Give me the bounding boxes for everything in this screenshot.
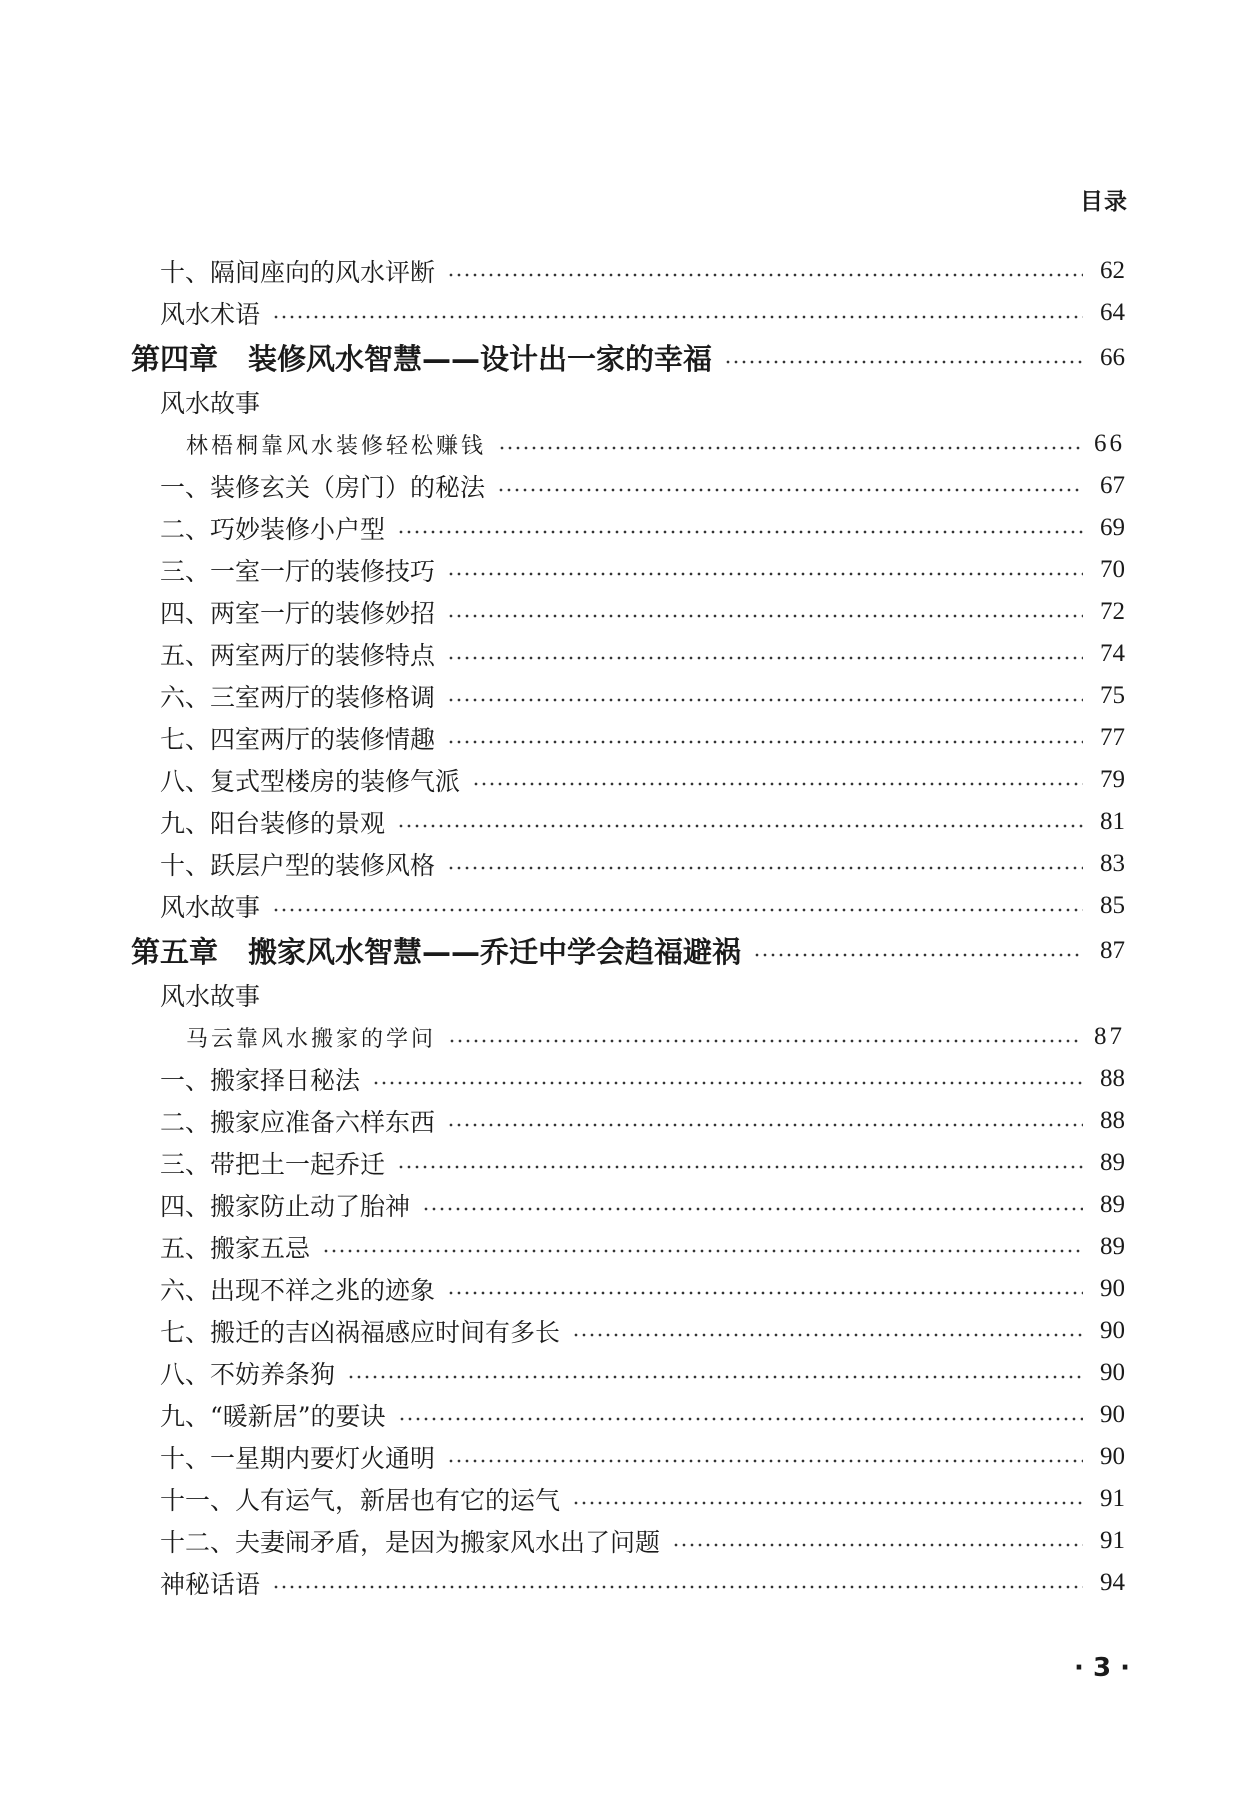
toc-page-number: 90 — [1100, 1359, 1125, 1386]
dot-leader — [447, 1123, 1083, 1127]
toc-entry-title: 八、复式型楼房的装修气派 — [160, 767, 461, 796]
toc-chapter-entry — [131, 334, 1125, 381]
toc-entry-title: 七、四室两厅的装修情趣 — [160, 725, 436, 754]
toc-page-number: 91 — [1100, 1527, 1125, 1554]
toc-entry-title: 三、一室一厅的装修技巧 — [160, 557, 436, 586]
toc-page-number: 89 — [1100, 1149, 1125, 1176]
table-of-contents — [131, 250, 1125, 1604]
toc-page-number: 77 — [1100, 724, 1125, 751]
dot-leader — [572, 1501, 1083, 1505]
chapter-number: 第五章 — [131, 935, 219, 969]
chapter-title: 搬家风水智慧——乔迁中学会趋福避祸 — [248, 935, 742, 969]
toc-entry — [131, 591, 1125, 633]
toc-entry-title: 七、搬迁的吉凶祸福感应时间有多长 — [160, 1318, 561, 1347]
toc-page-number: 94 — [1100, 1569, 1125, 1596]
toc-page-number: 87 — [1094, 1023, 1125, 1050]
dot-leader — [447, 866, 1083, 870]
dot-leader — [447, 656, 1083, 660]
toc-entry-title: 风水故事 — [160, 982, 261, 1011]
dot-leader — [422, 1207, 1083, 1211]
toc-page-number: 75 — [1100, 682, 1125, 709]
dot-leader — [447, 740, 1083, 744]
toc-entry — [131, 1184, 1125, 1226]
toc-entry-title: 马云靠风水搬家的学问 — [186, 1026, 437, 1052]
toc-entry — [131, 1520, 1125, 1562]
toc-page-number: 90 — [1100, 1275, 1125, 1302]
toc-entry — [131, 633, 1125, 675]
toc-entry — [131, 675, 1125, 717]
dot-leader — [498, 446, 1082, 450]
toc-entry — [131, 1310, 1125, 1352]
toc-entry-title: 一、搬家择日秘法 — [160, 1066, 361, 1095]
toc-entry-title — [131, 930, 741, 971]
toc-entry — [131, 1478, 1125, 1520]
toc-entry-title: 风水故事 — [160, 893, 261, 922]
toc-story-entry — [131, 423, 1125, 465]
page-number: · 3 · — [1074, 1653, 1130, 1683]
toc-entry-title: 风水术语 — [160, 300, 261, 329]
toc-entry — [131, 1058, 1125, 1100]
dot-leader — [572, 1333, 1083, 1337]
toc-entry — [131, 1100, 1125, 1142]
toc-page-number: 90 — [1100, 1317, 1125, 1344]
toc-page-number: 72 — [1100, 598, 1125, 625]
dot-leader — [398, 1417, 1083, 1421]
toc-entry-title: 六、三室两厅的装修格调 — [160, 683, 436, 712]
toc-entry-title: 三、带把土一起乔迁 — [160, 1150, 386, 1179]
toc-entry — [131, 801, 1125, 843]
running-header: 目录 — [1080, 189, 1128, 215]
chapter-title: 装修风水智慧——设计出一家的幸福 — [248, 342, 713, 376]
dot-leader — [447, 614, 1083, 618]
toc-entry-title: 九、阳台装修的景观 — [160, 809, 386, 838]
dot-leader — [447, 1291, 1083, 1295]
toc-entry-title: 风水故事 — [160, 389, 261, 418]
toc-entry — [131, 1394, 1125, 1436]
toc-entry-title: 六、出现不祥之兆的迹象 — [160, 1276, 436, 1305]
dot-leader — [397, 1165, 1083, 1169]
toc-entry-title: 二、巧妙装修小户型 — [160, 515, 386, 544]
toc-entry — [131, 717, 1125, 759]
dot-leader — [397, 824, 1083, 828]
toc-page-number: 90 — [1100, 1443, 1125, 1470]
dot-leader — [497, 488, 1083, 492]
toc-entry — [131, 885, 1125, 927]
toc-page-number: 83 — [1100, 850, 1125, 877]
toc-entry-title: 五、搬家五忌 — [160, 1234, 311, 1263]
chapter-number: 第四章 — [131, 342, 219, 376]
toc-page-number: 87 — [1100, 936, 1125, 964]
dot-leader — [347, 1375, 1083, 1379]
toc-page-number: 88 — [1100, 1065, 1125, 1092]
toc-page-number: 91 — [1100, 1485, 1125, 1512]
toc-entry — [131, 1436, 1125, 1478]
dot-leader — [753, 953, 1083, 957]
toc-page-number: 66 — [1094, 430, 1125, 457]
toc-entry — [131, 1268, 1125, 1310]
toc-page-number: 70 — [1100, 556, 1125, 583]
dot-leader — [272, 1585, 1083, 1589]
toc-page-number: 62 — [1100, 257, 1125, 284]
toc-entry — [131, 1142, 1125, 1184]
toc-entry — [131, 507, 1125, 549]
toc-entry-title: 神秘话语 — [160, 1570, 261, 1599]
dot-leader — [472, 782, 1083, 786]
toc-page-number: 85 — [1100, 892, 1125, 919]
toc-entry-title: 九、“暖新居”的要诀 — [160, 1402, 386, 1431]
toc-chapter-entry — [131, 927, 1125, 974]
dot-leader — [672, 1543, 1083, 1547]
toc-entry — [131, 1226, 1125, 1268]
toc-entry — [131, 759, 1125, 801]
toc-entry — [131, 250, 1125, 292]
dot-leader — [447, 572, 1083, 576]
dot-leader — [272, 908, 1083, 912]
toc-entry — [131, 1562, 1125, 1604]
toc-entry — [131, 843, 1125, 885]
toc-page-number: 81 — [1100, 808, 1125, 835]
dot-leader — [447, 698, 1083, 702]
toc-page-number: 89 — [1100, 1191, 1125, 1218]
toc-entry — [131, 381, 1125, 423]
toc-page-number: 67 — [1100, 472, 1125, 499]
toc-page-number: 66 — [1100, 343, 1125, 371]
dot-leader — [724, 360, 1083, 364]
toc-entry-title: 二、搬家应准备六样东西 — [160, 1108, 436, 1137]
toc-entry-title — [131, 337, 712, 378]
toc-entry — [131, 549, 1125, 591]
toc-entry — [131, 292, 1125, 334]
toc-entry-title: 十、一星期内要灯火通明 — [160, 1444, 436, 1473]
dot-leader — [448, 1039, 1082, 1043]
toc-entry-title: 八、不妨养条狗 — [160, 1360, 336, 1389]
toc-entry-title: 十二、夫妻闹矛盾，是因为搬家风水出了问题 — [160, 1528, 661, 1557]
dot-leader — [397, 530, 1083, 534]
toc-entry-title: 一、装修玄关（房门）的秘法 — [160, 473, 486, 502]
toc-page-number: 64 — [1100, 299, 1125, 326]
toc-page-number: 89 — [1100, 1233, 1125, 1260]
toc-entry — [131, 1352, 1125, 1394]
dot-leader — [322, 1249, 1083, 1253]
dot-leader — [272, 315, 1083, 319]
toc-entry-title: 四、搬家防止动了胎神 — [160, 1192, 411, 1221]
dot-leader — [372, 1081, 1083, 1085]
dot-leader — [447, 1459, 1083, 1463]
toc-story-entry — [131, 1016, 1125, 1058]
toc-page-number: 74 — [1100, 640, 1125, 667]
toc-entry — [131, 465, 1125, 507]
toc-entry-title: 十、跃层户型的装修风格 — [160, 851, 436, 880]
toc-entry — [131, 974, 1125, 1016]
toc-entry-title: 十一、人有运气，新居也有它的运气 — [160, 1486, 561, 1515]
toc-page-number: 69 — [1100, 514, 1125, 541]
toc-page-number: 88 — [1100, 1107, 1125, 1134]
toc-entry-title: 五、两室两厅的装修特点 — [160, 641, 436, 670]
dot-leader — [447, 273, 1083, 277]
toc-page-number: 90 — [1100, 1401, 1125, 1428]
toc-entry-title: 林梧桐靠风水装修轻松赚钱 — [186, 433, 487, 459]
toc-entry-title: 十、隔间座向的风水评断 — [160, 258, 436, 287]
toc-entry-title: 四、两室一厅的装修妙招 — [160, 599, 436, 628]
toc-page-number: 79 — [1100, 766, 1125, 793]
